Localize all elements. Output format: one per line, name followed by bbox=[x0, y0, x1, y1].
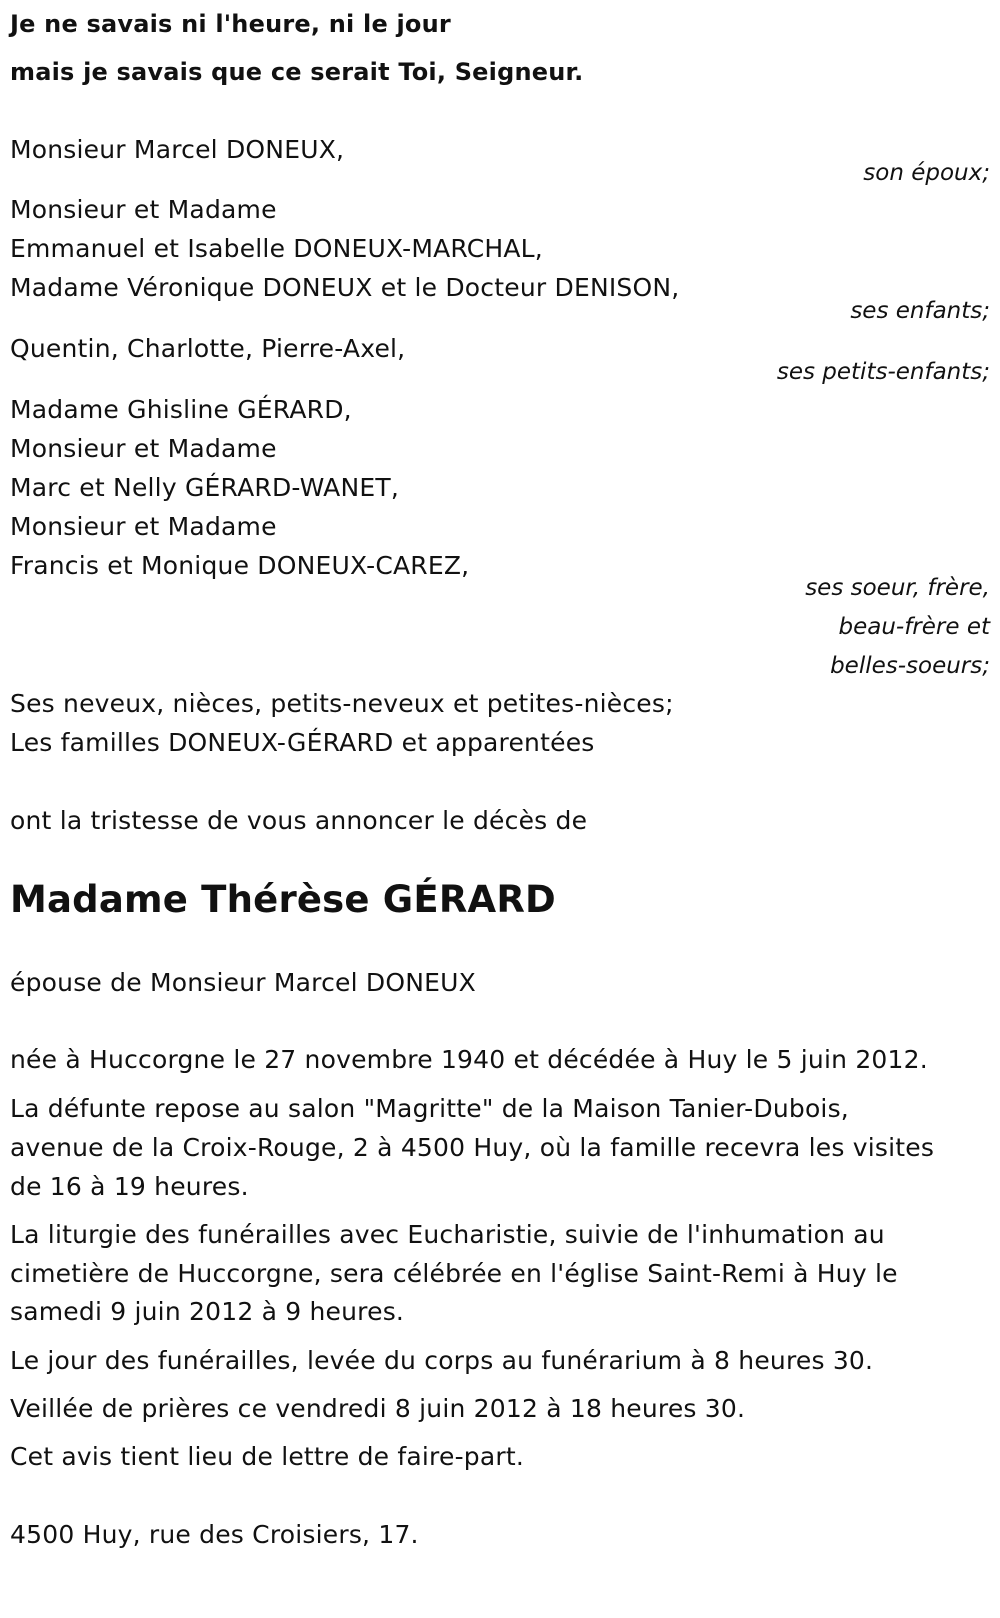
siblings-line-5: Francis et Monique DONEUX-CAREZ, bbox=[10, 551, 470, 580]
liturgy-line-2: cimetière de Huccorgne, sera célébrée en l'église Saint-Remi à Huy le bbox=[10, 1259, 898, 1288]
siblings-role-line-2: beau-frère et bbox=[838, 614, 990, 640]
deceased-spouse: épouse de Monsieur Marcel DONEUX bbox=[10, 968, 476, 997]
children-line-2: Emmanuel et Isabelle DONEUX-MARCHAL, bbox=[10, 234, 543, 263]
grandchildren-role: ses petits-enfants; bbox=[776, 359, 990, 385]
children-line-1: Monsieur et Madame bbox=[10, 195, 277, 224]
deceased-name: Madame Thérèse GÉRARD bbox=[10, 878, 556, 921]
birth-death: née à Huccorgne le 27 novembre 1940 et décédée à Huy le 5 juin 2012. bbox=[10, 1045, 928, 1074]
siblings-line-1: Madame Ghisline GÉRARD, bbox=[10, 395, 352, 424]
siblings-line-4: Monsieur et Madame bbox=[10, 512, 277, 541]
siblings-role-line-3: belles-soeurs; bbox=[830, 653, 990, 679]
grandchildren-names: Quentin, Charlotte, Pierre-Axel, bbox=[10, 334, 406, 363]
siblings-role-line-1: ses soeur, frère, bbox=[805, 575, 990, 601]
children-line-3: Madame Véronique DONEUX et le Docteur DENISON, bbox=[10, 273, 680, 302]
verse-line-2: mais je savais que ce serait Toi, Seigneur. bbox=[10, 58, 584, 86]
veillee: Veillée de prières ce vendredi 8 juin 2012 à 18 heures 30. bbox=[10, 1394, 746, 1423]
siblings-line-2: Monsieur et Madame bbox=[10, 434, 277, 463]
notice: Cet avis tient lieu de lettre de faire-part. bbox=[10, 1442, 525, 1471]
verse-line-1: Je ne savais ni l'heure, ni le jour bbox=[10, 10, 451, 38]
levee: Le jour des funérailles, levée du corps au funérarium à 8 heures 30. bbox=[10, 1346, 874, 1375]
repose-line-2: avenue de la Croix-Rouge, 2 à 4500 Huy, où la famille recevra les visites bbox=[10, 1133, 935, 1162]
others-line-1: Ses neveux, nièces, petits-neveux et petites-nièces; bbox=[10, 689, 674, 718]
children-role: ses enfants; bbox=[850, 298, 990, 324]
address: 4500 Huy, rue des Croisiers, 17. bbox=[10, 1520, 419, 1549]
announcement: ont la tristesse de vous annoncer le décès de bbox=[10, 806, 588, 835]
liturgy-line-3: samedi 9 juin 2012 à 9 heures. bbox=[10, 1297, 405, 1326]
liturgy-line-1: La liturgie des funérailles avec Eucharistie, suivie de l'inhumation au bbox=[10, 1220, 885, 1249]
spouse-role: son époux; bbox=[863, 160, 990, 186]
repose-line-3: de 16 à 19 heures. bbox=[10, 1172, 249, 1201]
siblings-line-3: Marc et Nelly GÉRARD-WANET, bbox=[10, 473, 399, 502]
repose-line-1: La défunte repose au salon "Magritte" de la Maison Tanier-Dubois, bbox=[10, 1094, 849, 1123]
spouse-name: Monsieur Marcel DONEUX, bbox=[10, 135, 345, 164]
others-line-2: Les familles DONEUX-GÉRARD et apparentées bbox=[10, 728, 595, 757]
